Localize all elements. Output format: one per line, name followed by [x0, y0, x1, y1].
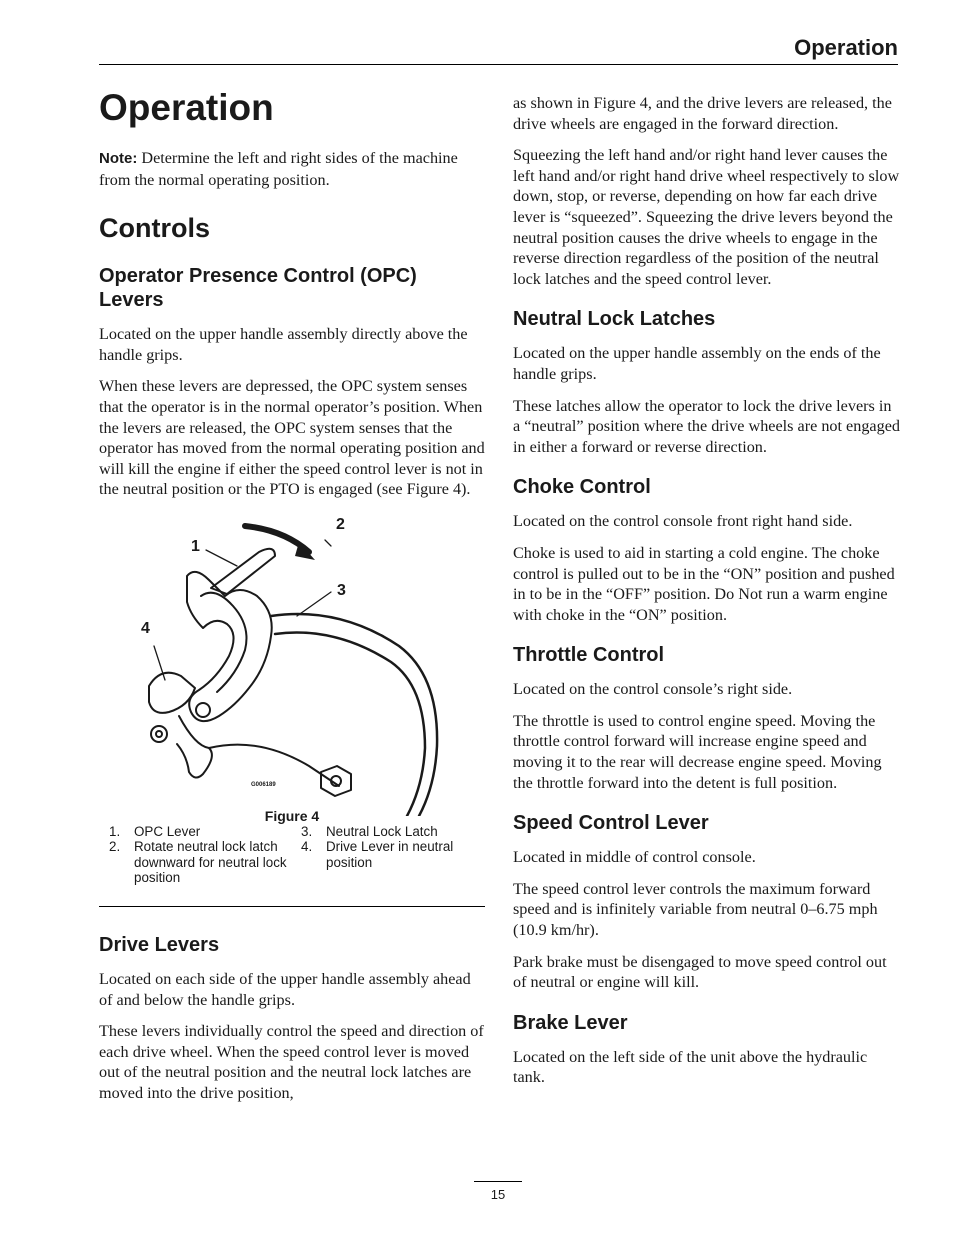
running-header: Operation [99, 34, 898, 65]
callout-3: 3 [337, 581, 346, 599]
figure-4 [99, 515, 485, 824]
pivot-bolt-left-center [156, 731, 162, 737]
legend-text: Rotate neutral lock latch downward for neutral lock position [134, 839, 287, 886]
callout-1: 1 [191, 537, 200, 555]
note-label: Note: [99, 150, 138, 167]
right-column [513, 93, 901, 1099]
leader-3 [297, 592, 331, 616]
speed-control-paragraph-1: Located in middle of control console. [513, 848, 756, 867]
page-number: 15 [474, 1181, 522, 1202]
pivot-bolt-left [151, 726, 167, 742]
choke-paragraph-1: Located on the control console front right hand side. [513, 512, 853, 531]
drive-levers-paragraph-4: Squeezing the left hand and/or right hand lever causes the left hand and/or right hand drive wheel respectively to slow down, stop, or reverse, depending on how far each drive lever is “squeezed”. Squeezing the drive levers beyond the neutral position causes the drive wheels to engage in the reverse direction regardless of the position of the neutral lock latches and the speed control lever. [513, 146, 900, 288]
figure-code: G006189 [251, 781, 276, 788]
figure-legend [109, 824, 485, 886]
lower-rod [209, 745, 339, 786]
opc-heading: Operator Presence Control (OPC) Levers [99, 265, 417, 312]
latch-inner-contour [201, 593, 247, 692]
opc-paragraph-2: When these levers are depressed, the OPC system senses that the operator is in the normal operator’s position. When the levers are released, the OPC system senses that the operator has moved from the normal operating position and will kill the engine if either the speed control lever is not in the neutral position or the PTO is engaged (see Figure 4). [99, 377, 485, 499]
choke-heading: Choke Control [513, 476, 651, 499]
note-paragraph [99, 148, 485, 190]
legend-item [109, 824, 301, 840]
callout-4: 4 [141, 619, 150, 637]
opc-lever-shape [211, 549, 275, 594]
legend-number: 4. [301, 839, 313, 855]
neutral-lock-latch-shape [187, 572, 272, 721]
figure-caption: Figure 4 [264, 807, 320, 824]
opc-paragraph-1: Located on the upper handle assembly directly above the handle grips. [99, 325, 468, 364]
drive-lever-grip-shape [149, 673, 195, 713]
leader-2 [325, 540, 331, 546]
throttle-heading: Throttle Control [513, 644, 665, 667]
legend-text: OPC Lever [134, 823, 201, 839]
controls-heading: Controls [99, 213, 210, 244]
speed-control-heading: Speed Control Lever [513, 812, 709, 835]
legend-text: Drive Lever in neutral position [326, 839, 454, 870]
drive-levers-paragraph-2: These levers individually control the speed and direction of each drive wheel. When the speed control lever is moved out of the neutral position and the neutral lock latches are moved into the drive position, [99, 1022, 484, 1102]
throttle-paragraph-2: The throttle is used to control engine speed. Moving the throttle control forward will increase engine speed and moving it to the rear will decrease engine speed. Moving the throttle forward into the detent is full position. [513, 711, 882, 792]
pivot-bolt-right [196, 703, 210, 717]
brake-paragraph-1: Located on the left side of the unit above the hydraulic tank. [513, 1047, 868, 1087]
legend-number: 3. [301, 823, 313, 839]
legend-item [301, 824, 481, 840]
left-column [99, 84, 485, 1115]
hex-nut-shape [321, 766, 351, 796]
neutral-lock-paragraph-2: These latches allow the operator to lock the drive levers in a “neutral” position where the drive wheels are not engaged in either a forward or reverse direction. [513, 396, 900, 456]
speed-control-paragraph-3: Park brake must be disengaged to move speed control out of neutral or engine will kill. [513, 952, 887, 992]
leader-1 [206, 550, 237, 566]
legend-text: Neutral Lock Latch [326, 823, 438, 839]
speed-control-paragraph-2: The speed control lever controls the maximum forward speed and is infinitely variable from neutral 0–6.75 mph (10.9 km/hr). [513, 879, 878, 940]
note-text: Determine the left and right sides of the machine from the normal operating position. [99, 149, 458, 189]
legend-item [109, 839, 301, 886]
legend-divider [99, 906, 485, 907]
legend-item [301, 839, 481, 886]
brake-heading: Brake Lever [513, 1011, 628, 1034]
drive-levers-paragraph-1: Located on each side of the upper handle assembly ahead of and below the handle grips. [99, 969, 471, 1009]
lower-bracket-shape [177, 716, 212, 778]
neutral-lock-paragraph-1: Located on the upper handle assembly on the ends of the handle grips. [513, 344, 881, 383]
throttle-paragraph-1: Located on the control console’s right side. [513, 680, 793, 699]
drive-levers-heading: Drive Levers [99, 933, 220, 956]
choke-paragraph-2: Choke is used to aid in starting a cold engine. The choke control is pulled out to be in the “ON” position and pushed in to be in the “OFF” position. Do Not run a warm engine with choke in the “ON” position. [513, 543, 895, 624]
handle-illustration [99, 516, 485, 816]
drive-levers-paragraph-3: as shown in Figure 4, and the drive levers are released, the drive wheels are engaged in the forward direction. [513, 94, 892, 133]
legend-number: 2. [109, 839, 121, 855]
page-title: Operation [99, 87, 274, 128]
neutral-lock-heading: Neutral Lock Latches [513, 308, 716, 331]
callout-2: 2 [336, 515, 345, 533]
legend-number: 1. [109, 823, 121, 839]
